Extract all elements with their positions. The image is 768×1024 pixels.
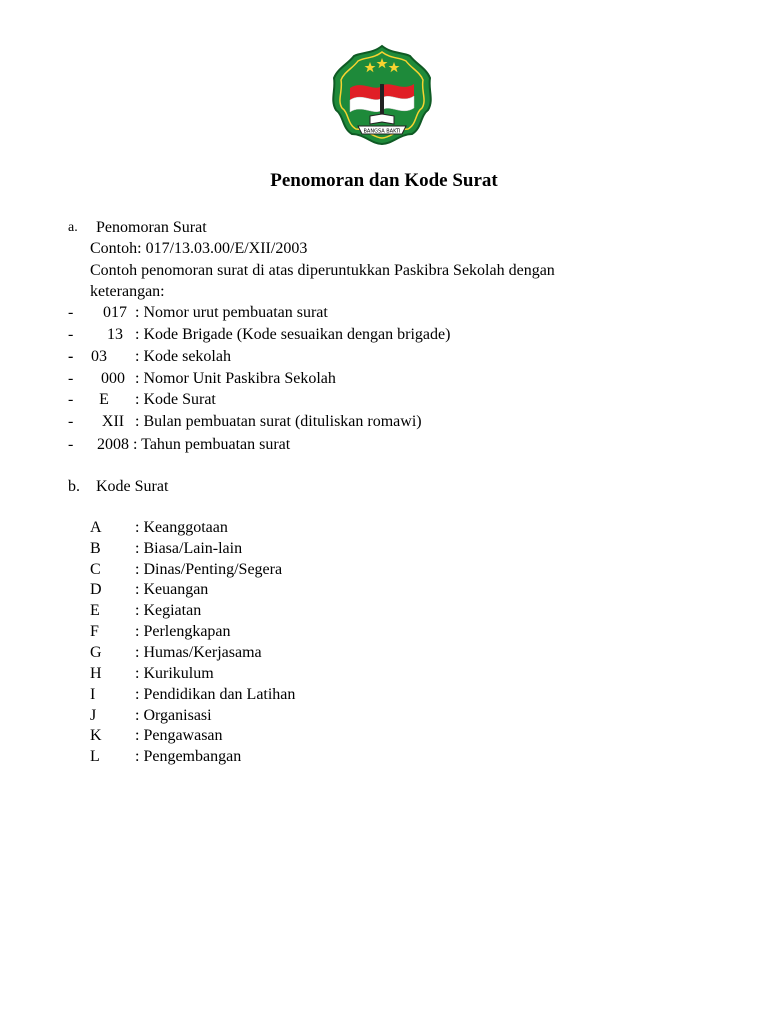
item-code: I xyxy=(90,686,96,703)
item-code: C xyxy=(90,561,101,578)
list-item xyxy=(90,643,262,663)
list-item xyxy=(90,622,231,642)
page-title: Penomoran dan Kode Surat xyxy=(270,170,498,191)
item-text: : Tahun pembuatan surat xyxy=(133,436,291,453)
section-a-description-cont: keterangan: xyxy=(90,283,165,300)
list-item: - 13 : Kode Brigade (Kode sesuaikan dengan brigade) xyxy=(68,326,451,343)
item-text: : Pengembangan xyxy=(135,748,242,765)
list-item: - XII : Bulan pembuatan surat (dituliskan romawi) xyxy=(68,413,422,430)
item-code: K xyxy=(90,727,102,744)
item-text: : Biasa/Lain-lain xyxy=(135,540,243,557)
item-text: : Organisasi xyxy=(135,707,212,724)
item-code: XII xyxy=(101,413,125,430)
item-code: B xyxy=(90,540,101,557)
item-code: 2008 xyxy=(97,436,129,453)
list-item xyxy=(90,685,296,705)
item-code: L xyxy=(90,748,100,765)
item-text: : Pendidikan dan Latihan xyxy=(135,686,296,703)
item-text: : Pengawasan xyxy=(135,727,223,744)
section-a-heading: Penomoran Surat xyxy=(96,219,207,236)
item-code: J xyxy=(90,707,97,724)
item-code: 13 xyxy=(107,326,123,343)
section-a-example: Contoh: 017/13.03.00/E/XII/2003 xyxy=(90,240,308,257)
list-item xyxy=(90,539,243,559)
item-code: H xyxy=(90,665,102,682)
item-text: : Bulan pembuatan surat (dituliskan romawi) xyxy=(135,413,422,430)
item-code: D xyxy=(90,581,102,598)
list-item xyxy=(90,601,202,621)
item-text: : Kode Surat xyxy=(135,391,216,408)
item-text: : Nomor urut pembuatan surat xyxy=(135,304,328,321)
item-text: : Kode Brigade (Kode sesuaikan dengan brigade) xyxy=(135,326,451,343)
list-item: - E : Kode Surat xyxy=(68,391,216,408)
list-item xyxy=(90,560,283,580)
list-item xyxy=(90,664,214,684)
item-code: E xyxy=(99,391,109,408)
section-a-description: Contoh penomoran surat di atas diperuntukkan Paskibra Sekolah dengan xyxy=(90,262,555,279)
item-text: : Humas/Kerjasama xyxy=(135,644,262,661)
item-code: E xyxy=(90,602,100,619)
item-code: 017 xyxy=(103,304,127,321)
section-b-heading: Kode Surat xyxy=(96,478,169,495)
list-item xyxy=(90,726,223,746)
item-text: : Dinas/Penting/Segera xyxy=(135,561,283,578)
open-book-icon xyxy=(370,114,394,124)
item-code: 03 xyxy=(91,348,107,365)
item-text: : Kurikulum xyxy=(135,665,214,682)
list-item: - 017 : Nomor urut pembuatan surat xyxy=(68,304,328,321)
item-text: : Keanggotaan xyxy=(135,519,228,536)
list-item xyxy=(90,580,209,600)
item-text: : Kegiatan xyxy=(135,602,202,619)
svg-text:BANGSA BAKTI: BANGSA BAKTI xyxy=(363,128,401,135)
item-code: F xyxy=(90,623,99,640)
paskibra-emblem-logo xyxy=(330,44,434,146)
list-item xyxy=(90,518,228,538)
section-a-marker: a. xyxy=(68,220,78,235)
item-code: A xyxy=(90,519,102,536)
item-text: : Kode sekolah xyxy=(135,348,231,365)
section-b-marker: b. xyxy=(68,478,80,495)
item-code: G xyxy=(90,644,102,661)
item-code: 000 xyxy=(101,370,125,387)
item-text: : Nomor Unit Paskibra Sekolah xyxy=(135,370,336,387)
list-item: - 03 : Kode sekolah xyxy=(68,348,231,365)
list-item xyxy=(90,747,242,767)
list-item xyxy=(90,706,212,726)
item-text: : Keuangan xyxy=(135,581,209,598)
list-item: - 2008 : Tahun pembuatan surat xyxy=(68,436,291,453)
list-item: - 000 : Nomor Unit Paskibra Sekolah xyxy=(68,370,336,387)
item-text: : Perlengkapan xyxy=(135,623,231,640)
